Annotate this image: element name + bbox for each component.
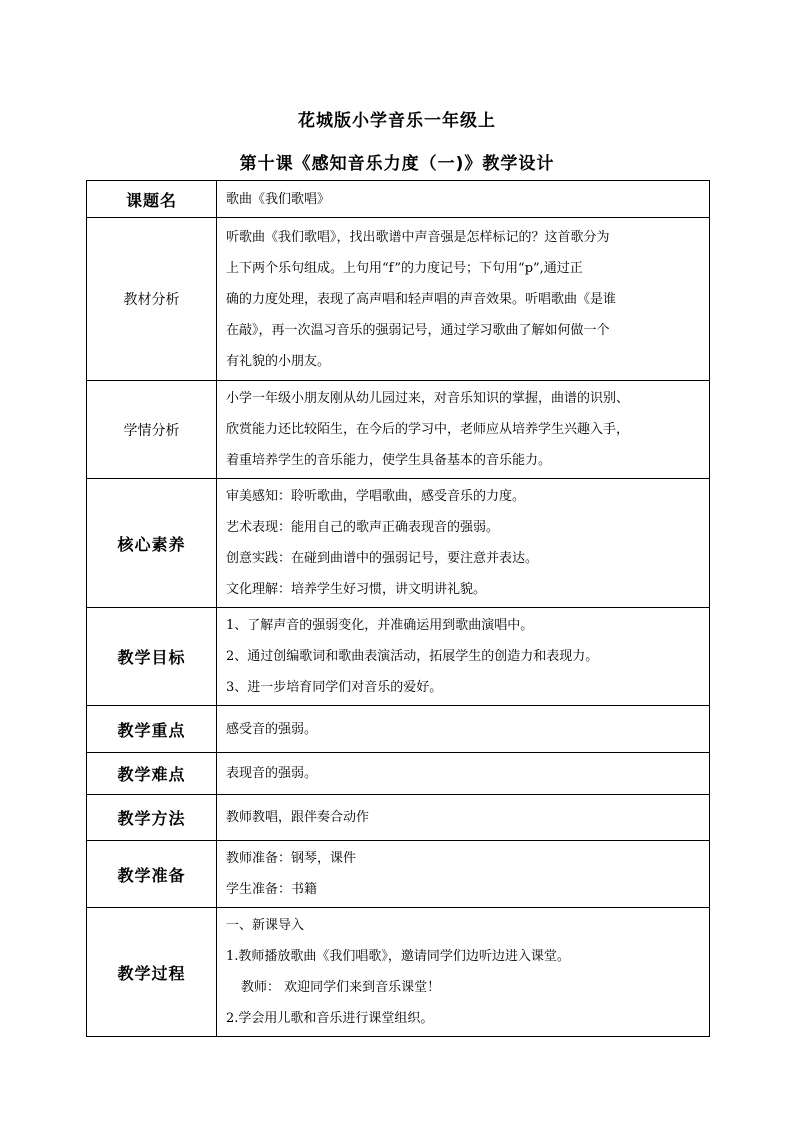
content-line: 创意实践：在碰到曲谱中的强弱记号，要注意并表达。	[226, 551, 539, 566]
row-label-topic: 课题名	[87, 181, 217, 218]
content-line: 文化理解：培养学生好习惯，讲文明讲礼貌。	[226, 582, 487, 597]
row-content-teaching-goals	[217, 608, 710, 706]
content-line: 教师： 欢迎同学们来到音乐课堂！	[241, 980, 441, 995]
document-subtitle: 第十课《感知音乐力度（一)》教学设计	[239, 154, 555, 174]
table-row	[87, 908, 710, 1037]
content-line: 确的力度处理，表现了高声唱和轻声唱的声音效果。听唱歌曲《是谁	[226, 291, 617, 307]
content-line: 感受音的强弱。	[226, 721, 318, 737]
content-line: 2、通过创编歌词和歌曲表演活动，拓展学生的创造力和表现力。	[226, 649, 599, 664]
content-line: 欣赏能力还比较陌生，在今后的学习中，老师应从培养学生兴趣入手，	[226, 422, 630, 437]
lesson-plan-table	[86, 180, 710, 1037]
content-line: 有礼貌的小朋友。	[226, 353, 331, 369]
table-row	[87, 841, 710, 908]
row-label-material-analysis: 教材分析	[87, 218, 217, 381]
row-content-teaching-process	[217, 908, 710, 1037]
table-row	[87, 381, 710, 479]
content-line: 着重培养学生的音乐能力，使学生具备基本的音乐能力。	[226, 453, 552, 468]
content-line: 教师准备：钢琴，课件	[226, 851, 357, 866]
table-row	[87, 706, 710, 753]
row-label-student-analysis: 学情分析	[87, 381, 217, 479]
table-row	[87, 181, 710, 218]
content-line: 2.学会用儿歌和音乐进行课堂组织。	[226, 1011, 434, 1026]
content-line: 艺术表现：能用自己的歌声正确表现音的强弱。	[226, 520, 500, 535]
content-line: 审美感知：聆听歌曲，学唱歌曲，感受音乐的力度。	[226, 489, 526, 504]
row-content-student-analysis	[217, 381, 710, 479]
content-line: 教师教唱，跟伴奏合动作	[226, 810, 370, 825]
content-line: 在敲》，再一次温习音乐的强弱记号，通过学习歌曲了解如何做一个	[226, 322, 610, 338]
row-label-teaching-goals: 教学目标	[87, 608, 217, 706]
content-line: 1、了解声音的强弱变化，并准确运用到歌曲演唱中。	[226, 618, 534, 633]
row-label-difficulties: 教学难点	[87, 753, 217, 795]
table-row	[87, 479, 710, 608]
content-line: 歌曲《我们歌唱》	[226, 191, 331, 207]
content-line: 学生准备：书籍	[226, 882, 318, 897]
content-line: 表现音的强弱。	[226, 766, 318, 781]
content-line: 小学一年级小朋友刚从幼儿园过来，对音乐知识的掌握，曲谱的识别、	[226, 391, 630, 406]
row-label-key-points: 教学重点	[87, 706, 217, 753]
row-content-difficulties	[217, 753, 710, 795]
content-line: 1.教师播放歌曲《我们唱歌》，邀请同学们边听边进入课堂。	[226, 949, 570, 964]
document-title: 花城版小学音乐一年级上	[298, 111, 496, 131]
row-label-teaching-method: 教学方法	[87, 795, 217, 841]
row-label-core-literacy: 核心素养	[87, 479, 217, 608]
table-row	[87, 753, 710, 795]
content-line: 3、进一步培育同学们对音乐的爱好。	[226, 680, 443, 695]
row-content-topic	[217, 181, 710, 218]
row-label-preparation: 教学准备	[87, 841, 217, 908]
row-content-core-literacy	[217, 479, 710, 608]
content-line: 听歌曲《我们歌唱》，找出歌谱中声音强是怎样标记的？这首歌分为	[226, 229, 610, 245]
row-content-key-points	[217, 706, 710, 753]
table-row	[87, 795, 710, 841]
table-row	[87, 608, 710, 706]
row-content-teaching-method	[217, 795, 710, 841]
row-label-teaching-process: 教学过程	[87, 908, 217, 1037]
table-row	[87, 218, 710, 381]
content-line: 一、新课导入	[226, 918, 305, 933]
row-content-material-analysis	[217, 218, 710, 381]
row-content-preparation	[217, 841, 710, 908]
content-line: 上下两个乐句组成。上句用“f”的力度记号；下句用“p”,通过正	[226, 260, 583, 276]
